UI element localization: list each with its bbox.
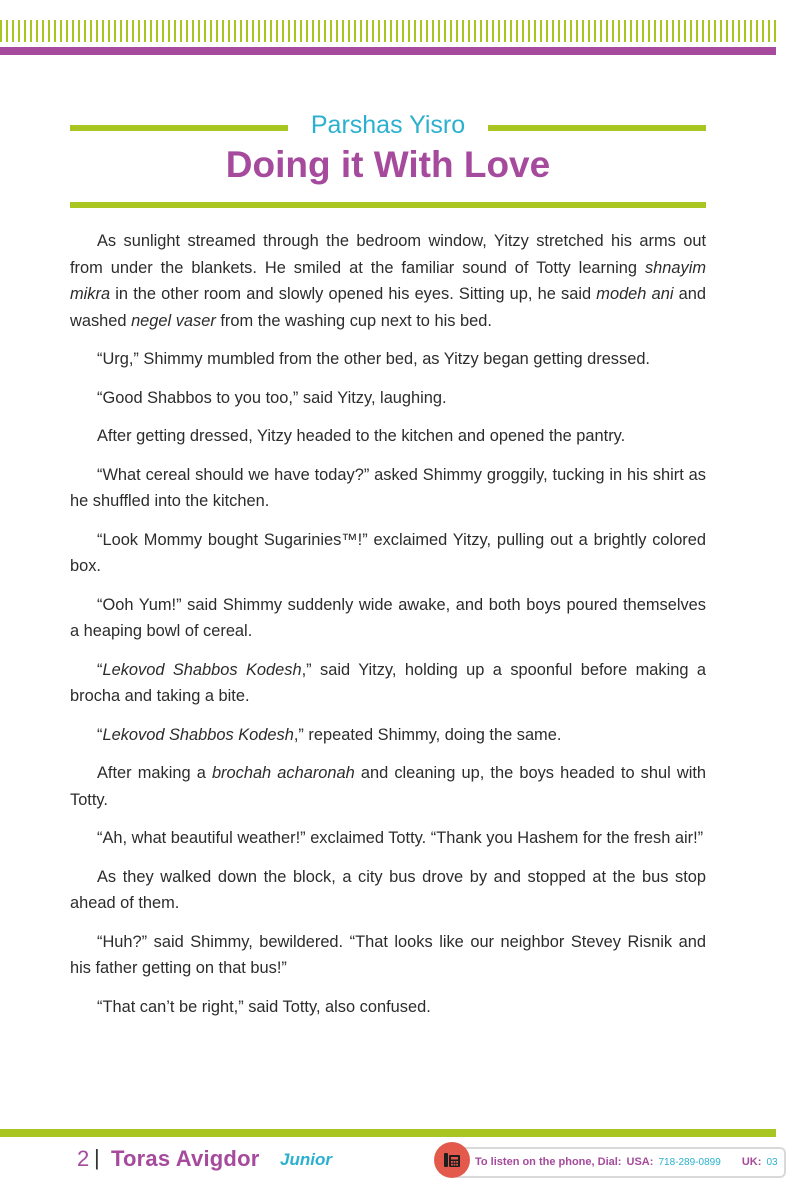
- usa-label: USA:: [626, 1156, 654, 1168]
- text-run: “: [97, 660, 103, 679]
- text-run: “: [97, 725, 103, 744]
- text-run: ,” repeated Shimmy, doing the same.: [293, 725, 562, 744]
- parsha-heading-row: [70, 110, 706, 144]
- text-run: from the washing cup next to his bed.: [215, 311, 492, 330]
- story-paragraph: [70, 346, 706, 373]
- story-paragraph: [70, 592, 706, 645]
- uk-label: UK:: [741, 1156, 762, 1168]
- story-paragraph: [70, 760, 706, 813]
- text-run: “Look Mommy bought Sugarinies™!” exclaimed Yitzy, pulling out a brightly colored box.: [70, 530, 706, 575]
- story-body: [70, 228, 706, 1032]
- text-run: “Urg,” Shimmy mumbled from the other bed, as Yitzy began getting dressed.: [97, 350, 650, 368]
- phone-icon: [434, 1142, 470, 1178]
- text-run: “What cereal should we have today?” asked Shimmy groggily, tucking in his shirt as he shuffled into the kitchen.: [70, 465, 706, 510]
- story-paragraph: [70, 228, 706, 334]
- phone-info-text: [475, 1155, 776, 1170]
- page-number: 2: [77, 1146, 90, 1171]
- story-paragraph: [70, 462, 706, 515]
- brand-name: Toras Avigdor: [111, 1146, 260, 1171]
- text-run: After making a: [97, 764, 212, 782]
- heading-rule-right: [488, 125, 706, 131]
- italic-term: brochah acharonah: [211, 764, 355, 782]
- text-run: “Good Shabbos to you too,” said Yitzy, laughing.: [97, 388, 447, 407]
- story-paragraph: [70, 825, 706, 852]
- text-run: “Ooh Yum!” said Shimmy suddenly wide awake, and both boys poured themselves a heaping bowl of cereal.: [70, 595, 706, 640]
- text-run: As sunlight streamed through the bedroom window, Yitzy stretched his arms out from under the blankets. He smiled at the familiar sound of Totty learning: [70, 232, 706, 277]
- title-underline-rule: [70, 202, 706, 208]
- page-footer: [0, 1137, 776, 1183]
- story-paragraph: [70, 722, 706, 749]
- text-run: ,” said Yitzy, holding up a spoonful before making a brocha and taking a bite.: [70, 660, 706, 705]
- bottom-green-rule: [0, 1129, 776, 1137]
- text-run: and cleaning up, the boys headed to shul with Totty.: [70, 764, 707, 809]
- story-paragraph: [70, 864, 706, 917]
- brand-junior: Junior: [280, 1150, 332, 1169]
- phone-label: To listen on the phone, Dial:: [475, 1156, 622, 1168]
- story-title: Doing it With Love: [225, 144, 551, 185]
- top-purple-rule: [0, 47, 776, 55]
- italic-term: Lekovod Shabbos Kodesh: [102, 660, 302, 679]
- story-paragraph: [70, 423, 706, 450]
- text-run: “That can’t be right,” said Totty, also confused.: [97, 997, 431, 1016]
- story-paragraph: [70, 994, 706, 1021]
- story-paragraph: [70, 385, 706, 412]
- text-run: “Ah, what beautiful weather!” exclaimed Totty. “Thank you Hashem for the fresh air!”: [97, 829, 704, 847]
- text-run: and washed: [70, 285, 706, 330]
- text-run: in the other room and slowly opened his eyes. Sitting up, he said: [110, 285, 597, 303]
- footer-separator: |: [94, 1145, 100, 1170]
- italic-term: negel vaser: [131, 311, 216, 330]
- text-run: After getting dressed, Yitzy headed to the kitchen and opened the pantry.: [97, 427, 626, 445]
- italic-term: modeh ani: [596, 285, 674, 303]
- text-run: As they walked down the block, a city bus drove by and stopped at the bus stop ahead of them.: [70, 867, 706, 912]
- text-run: “Huh?” said Shimmy, bewildered. “That looks like our neighbor Stevey Risnik and his father getting on that bus!”: [70, 932, 706, 977]
- italic-term: Lekovod Shabbos Kodesh: [102, 725, 294, 744]
- italic-term: shnayim mikra: [70, 258, 706, 303]
- story-paragraph: [70, 527, 706, 580]
- top-tick-border: [0, 20, 776, 42]
- uk-phone-number: 03: [766, 1157, 778, 1168]
- parsha-title: Parshas Yisro: [310, 111, 466, 139]
- story-paragraph: [70, 657, 706, 710]
- story-paragraph: [70, 929, 706, 982]
- usa-phone-number: 718-289-0899: [658, 1157, 721, 1168]
